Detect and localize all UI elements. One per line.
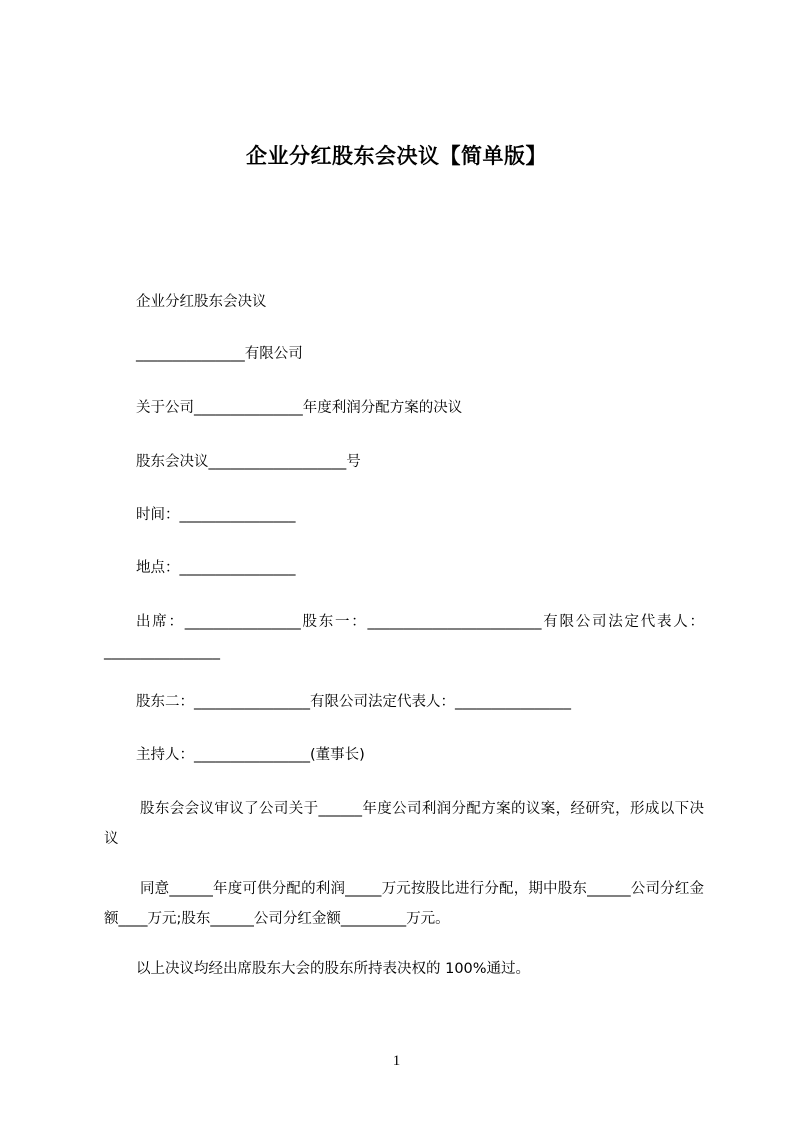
document-title: 企业分红股东会决议【简单版】 [246, 144, 547, 168]
time-line: 时间：________________ [136, 507, 296, 523]
shareholder-two-line: 股东二：________________有限公司法定代表人：________________ [136, 694, 571, 710]
page-number: 1 [392, 1053, 401, 1069]
host-line: 主持人：________________(董事长) [136, 747, 365, 763]
place-line: 地点：________________ [136, 560, 296, 576]
agreement-paragraph: 同意______年度可供分配的利润_____万元按股比进行分配，期中股东______公司分红金额____万元;股东______公司分红金额_________万元。 [104, 881, 704, 927]
resolution-heading: 企业分红股东会决议 [136, 294, 267, 310]
attendance-paragraph: 出席：________________股东一：________________________有限公司法定代表人：________________ [104, 614, 704, 660]
about-line: 关于公司_______________年度利润分配方案的决议 [136, 400, 463, 416]
resolution-number-line: 股东会决议___________________号 [136, 454, 361, 470]
review-paragraph: 股东会会议审议了公司关于______年度公司利润分配方案的议案，经研究，形成以下决议 [104, 801, 704, 847]
passed-line: 以上决议均经出席股东大会的股东所持表决权的 100%通过。 [136, 961, 531, 977]
company-name-line: _______________有限公司 [136, 346, 303, 362]
